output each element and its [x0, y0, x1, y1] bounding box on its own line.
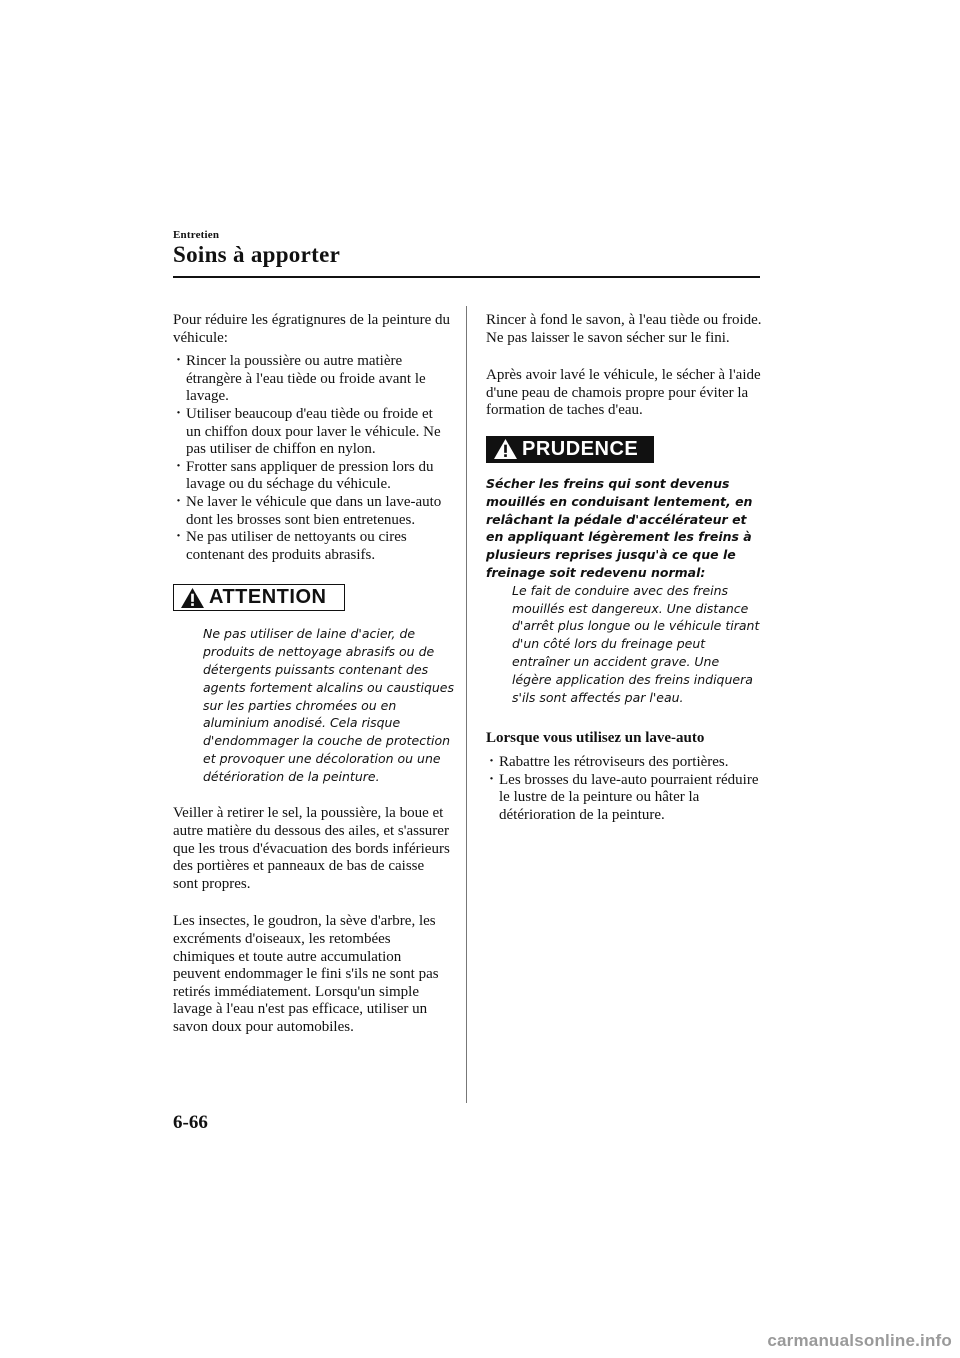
header-rule: [173, 276, 760, 278]
list-item: · Rabattre les rétroviseurs des portières.: [486, 754, 762, 772]
page-title: Soins à apporter: [173, 242, 341, 267]
attention-label: ATTENTION: [209, 586, 327, 609]
car-wash-subheading: Lorsque vous utilisez un lave-auto: [486, 730, 705, 747]
rinse-paragraph: Rincer à fond le savon, à l'eau tiède ou froide. Ne pas laisser le savon sécher sur le fini.: [486, 312, 762, 346]
warning-triangle-icon: [180, 587, 205, 609]
list-item: · Ne laver le véhicule que dans un lave-auto dont les brosses sont bien entretenues.: [173, 494, 451, 529]
attention-text: Ne pas utiliser de laine d'acier, de produits de nettoyage abrasifs ou de détergents puissants contenant des agents fortement alcalins ou caustiques sur les parties chromées ou en aluminium anodisé. Cela risque d'endommager la couche de protection et provoquer une décoloration ou une détérioration de la peinture.: [203, 626, 455, 784]
underbody-paragraph: Veiller à retirer le sel, la poussière, la boue et autre matière du dessous des ailes, et s'assurer que les trous d'évacuation des bords inférieurs des portières et panneaux de bas de caisse sont propres.: [173, 805, 450, 892]
page-number: 6-66: [173, 1112, 208, 1133]
scratch-tips-list: [173, 353, 451, 564]
contaminants-paragraph: Les insectes, le goudron, la sève d'arbre, les excréments d'oiseaux, les retombées chimiques et toute autre accumulation peuvent endommager le fini s'ils ne sont pas retirés immédiatement. Lorsqu'un simple lavage à l'eau n'est pas efficace, utiliser un savon doux pour automobiles.: [173, 913, 439, 1036]
prudence-label: PRUDENCE: [522, 437, 639, 460]
section-label: Entretien: [173, 229, 220, 241]
right-column: [486, 312, 762, 824]
list-item: · Rincer la poussière ou autre matière étrangère à l'eau tiède ou froide avant le lavage.: [173, 353, 451, 406]
prudence-box: [486, 436, 654, 463]
watermark: carmanualsonline.info: [767, 1331, 952, 1350]
column-divider: [466, 306, 467, 1103]
list-item: · Utiliser beaucoup d'eau tiède ou froide et un chiffon doux pour laver le véhicule. Ne pas utiliser de chiffon en nylon.: [173, 406, 451, 459]
list-item: · Frotter sans appliquer de pression lors du lavage ou du séchage du véhicule.: [173, 459, 451, 494]
list-item: · Ne pas utiliser de nettoyants ou cires contenant des produits abrasifs.: [173, 529, 451, 564]
prudence-lead: Sécher les freins qui sont devenus mouillés en conduisant lentement, en relâchant la pédale d'accélérateur et en appliquant légèrement les freins à plusieurs reprises jusqu'à ce que le freinage soit redevenu normal:: [486, 475, 753, 580]
prudence-body: Le fait de conduire avec des freins mouillés est dangereux. Une distance d'arrêt plus longue ou le véhicule tirant d'un côté lors du freinage peut entraîner un accident grave. Une légère application des freins indiquera s'ils sont affectés par l'eau.: [512, 582, 760, 705]
left-column: [173, 312, 455, 1037]
attention-box: [173, 584, 345, 611]
car-wash-list: [486, 754, 762, 824]
list-item: · Les brosses du lave-auto pourraient réduire le lustre de la peinture ou hâter la détérioration de la peinture.: [486, 772, 762, 825]
warning-triangle-icon: [493, 438, 518, 460]
intro-paragraph: Pour réduire les égratignures de la peinture du véhicule:: [173, 312, 450, 346]
drying-paragraph: Après avoir lavé le véhicule, le sécher à l'aide d'une peau de chamois propre pour éviter la formation de taches d'eau.: [486, 367, 761, 419]
